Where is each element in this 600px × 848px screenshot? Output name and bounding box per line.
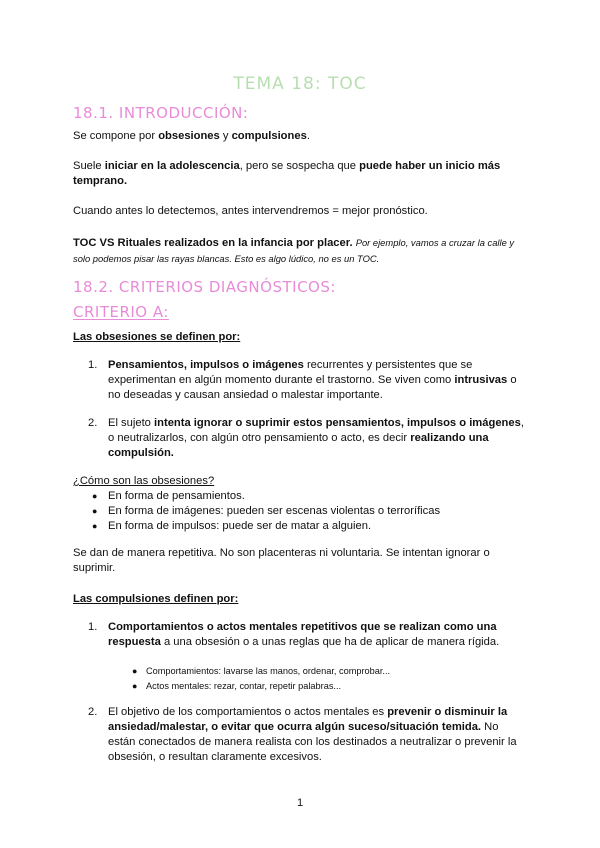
compulsiones-list: [88, 620, 528, 650]
text: , o neutralizarlos, con algún otro pensamiento o acto, es decir: [108, 417, 524, 444]
list-item: [88, 519, 528, 534]
como-title: ¿Cómo son las obsesiones?: [73, 475, 215, 487]
compulsiones-sublist: [128, 664, 528, 694]
paragraph-suele: [73, 159, 528, 189]
bold-text: realizando una compulsión.: [108, 432, 489, 459]
page-title: TEMA 18: TOC: [233, 74, 367, 94]
como-list: [88, 489, 528, 534]
text: El sujeto: [108, 417, 155, 429]
bold-text: TOC VS Rituales realizados en la infancia por placer.: [73, 237, 353, 249]
text: recurrentes y persistentes que se experimentan en algún momento durante el trastorno. Se viven como: [108, 359, 473, 386]
text: Se compone por: [73, 130, 159, 142]
obsesiones-list-2: [88, 416, 528, 461]
list-item: [88, 416, 528, 461]
text: a una obsesión o a unas reglas que ha de aplicar de manera rígida.: [160, 636, 500, 648]
paragraph-repetitiva: Se dan de manera repetitiva. No son placenteras ni voluntaria. Se intentan ignorar o suprimir.: [73, 547, 490, 574]
section-header-criterios: 18.2. CRITERIOS DIAGNÓSTICOS:: [73, 278, 336, 296]
text: , pero se sospecha que: [239, 160, 360, 172]
text: Actos mentales: rezar, contar, repetir palabras...: [146, 681, 342, 691]
text: El objetivo de los comportamientos o actos mentales es: [108, 706, 388, 718]
list-item: [88, 620, 528, 650]
page-number: 1: [296, 797, 304, 809]
paragraph-cuando: Cuando antes lo detectemos, antes intervendremos = mejor pronóstico.: [73, 205, 428, 217]
bullet-icon: ●: [92, 506, 98, 516]
subheader-criterio-a: CRITERIO A:: [73, 303, 169, 321]
obsesiones-title: [73, 330, 528, 345]
text: Suele: [73, 160, 105, 172]
list-item: [128, 664, 528, 679]
text: En forma de pensamientos.: [108, 490, 245, 502]
bold-text: compulsiones: [231, 130, 307, 142]
list-number: 2.: [88, 417, 98, 429]
list-item: [88, 504, 528, 519]
bold-text: Pensamientos, impulsos o imágenes: [108, 359, 304, 371]
compulsiones-list-2: [88, 705, 528, 765]
bold-text: obsesiones: [158, 130, 220, 142]
bold-text: puede haber un inicio más temprano.: [73, 160, 501, 187]
text: En forma de impulsos: puede ser de matar a alguien.: [108, 520, 372, 532]
section-header-introduccion: 18.1. INTRODUCCIÓN:: [73, 104, 249, 122]
bullet-icon: ●: [92, 491, 98, 501]
list-item: [88, 489, 528, 504]
bold-text: intrusivas: [454, 374, 508, 386]
paragraph-toc-vs: [73, 235, 528, 267]
text: En forma de imágenes: pueden ser escenas violentas o terroríficas: [108, 505, 441, 517]
text: y: [219, 130, 232, 142]
list-item: [128, 679, 528, 694]
bold-text: Comportamientos o actos mentales repetitivos que se realizan como una respuesta: [108, 621, 497, 648]
paragraph-compone: [73, 129, 528, 144]
bullet-icon: ●: [92, 521, 98, 531]
compulsiones-title: [73, 592, 528, 607]
bullet-icon: ●: [132, 666, 138, 676]
obsesiones-list: [88, 358, 528, 403]
list-number: 1.: [88, 621, 98, 633]
text: No están conectados de manera realista con los destinados a neutralizar o prevenir la obsesión, o resultan claramente excesivos.: [108, 721, 517, 763]
bold-text: Las compulsiones definen por:: [73, 593, 239, 605]
text: .: [306, 130, 310, 142]
list-item: [88, 358, 528, 403]
bullet-icon: ●: [132, 681, 138, 691]
list-number: 2.: [88, 706, 98, 718]
bold-text: intenta ignorar o suprimir estos pensamientos, impulsos o imágenes: [154, 417, 521, 429]
bold-text: prevenir o disminuir la ansiedad/malestar, o evitar que ocurra algún suceso/situación temida.: [108, 706, 508, 733]
text: o no deseadas y causan ansiedad o malestar importante.: [108, 374, 517, 401]
bold-text: Las obsesiones se definen por:: [73, 331, 241, 343]
bold-text: iniciar en la adolescencia: [104, 160, 240, 172]
list-item: [88, 705, 528, 765]
text: Comportamientos: lavarse las manos, ordenar, comprobar...: [146, 666, 391, 676]
italic-example: Por ejemplo, vamos a cruzar la calle y solo podemos pisar las rayas blancas. Esto es algo lúdico, no es un TOC.: [73, 237, 515, 264]
list-number: 1.: [88, 359, 98, 371]
